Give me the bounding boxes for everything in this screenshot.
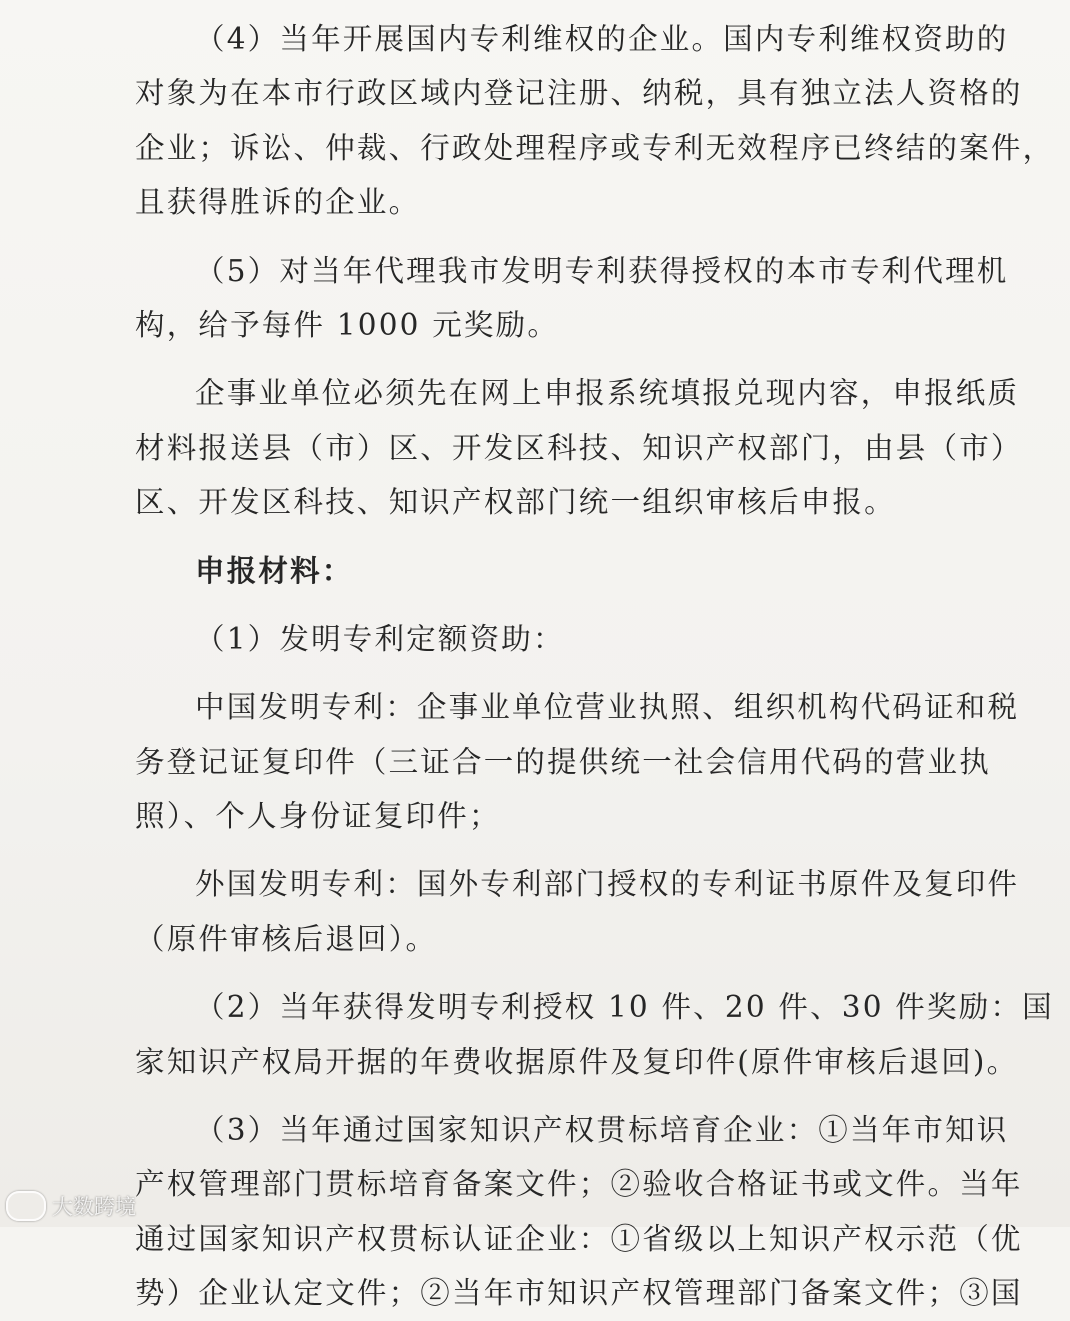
watermark-logo-icon bbox=[6, 1191, 46, 1221]
text-line: 中国发明专利：企事业单位营业执照、组织机构代码证和税 bbox=[195, 690, 1020, 725]
text-line: 材料报送县（市）区、开发区科技、知识产权部门，由县（市） bbox=[135, 430, 1023, 465]
text-line: 势）企业认定文件；②当年市知识产权管理部门备案文件；③国 bbox=[135, 1276, 1023, 1311]
paragraph-spacer bbox=[135, 966, 970, 980]
paragraph-spacer bbox=[135, 843, 970, 857]
text-line: 企事业单位必须先在网上申报系统填报兑现内容，申报纸质 bbox=[195, 376, 1020, 411]
paragraph bbox=[135, 366, 1023, 529]
text-line: （原件审核后退回）。 bbox=[135, 921, 438, 956]
paragraph bbox=[135, 680, 1020, 843]
paragraph-spacer bbox=[135, 352, 970, 366]
text-line: 对象为在本市行政区域内登记注册、纳税，具有独立法人资格的 bbox=[135, 76, 1023, 111]
paragraph bbox=[135, 612, 970, 666]
text-line: 产权管理部门贯标培育备案文件；②验收合格证书或文件。当年 bbox=[135, 1167, 1023, 1202]
text-line: 构，给予每件 1000 元奖励。 bbox=[135, 307, 560, 342]
text-line: 且获得胜诉的企业。 bbox=[135, 185, 421, 220]
paragraph bbox=[135, 244, 1009, 353]
paragraph-spacer bbox=[135, 530, 970, 544]
paragraph bbox=[135, 544, 970, 598]
text-line: 区、开发区科技、知识产权部门统一组织审核后申报。 bbox=[135, 485, 896, 520]
watermark bbox=[6, 1191, 136, 1221]
document-body bbox=[135, 12, 1055, 1321]
text-line: （5）对当年代理我市发明专利获得授权的本市专利代理机 bbox=[195, 253, 1009, 288]
paragraph bbox=[135, 980, 1054, 1089]
text-line: （1）发明专利定额资助： bbox=[195, 621, 565, 656]
text-line: 家知识产权局开据的年费收据原件及复印件(原件审核后退回)。 bbox=[135, 1044, 1019, 1079]
text-line: （2）当年获得发明专利授权 10 件、20 件、30 件奖励：国 bbox=[195, 990, 1054, 1025]
paragraph bbox=[135, 12, 1055, 230]
text-line: 企业；诉讼、仲裁、行政处理程序或专利无效程序已终结的案件， bbox=[135, 130, 1055, 165]
text-line: 照）、个人身份证复印件； bbox=[135, 799, 501, 834]
paragraph-spacer bbox=[135, 598, 970, 612]
text-line: （3）当年通过国家知识产权贯标培育企业：①当年市知识 bbox=[195, 1113, 1009, 1148]
text-line: 外国发明专利：国外专利部门授权的专利证书原件及复印件 bbox=[195, 867, 1020, 902]
paragraph bbox=[135, 1103, 1023, 1321]
paragraph-spacer bbox=[135, 1089, 970, 1103]
paragraph-spacer bbox=[135, 666, 970, 680]
section-heading: 申报材料： bbox=[195, 552, 354, 588]
text-line: 务登记证复印件（三证合一的提供统一社会信用代码的营业执 bbox=[135, 744, 991, 779]
text-line: 通过国家知识产权贯标认证企业：①省级以上知识产权示范（优 bbox=[135, 1221, 1023, 1256]
paragraph bbox=[135, 857, 1020, 966]
paragraph-spacer bbox=[135, 230, 970, 244]
text-line: （4）当年开展国内专利维权的企业。国内专利维权资助的 bbox=[195, 22, 1009, 56]
watermark-text: 大数跨境 bbox=[52, 1195, 136, 1219]
